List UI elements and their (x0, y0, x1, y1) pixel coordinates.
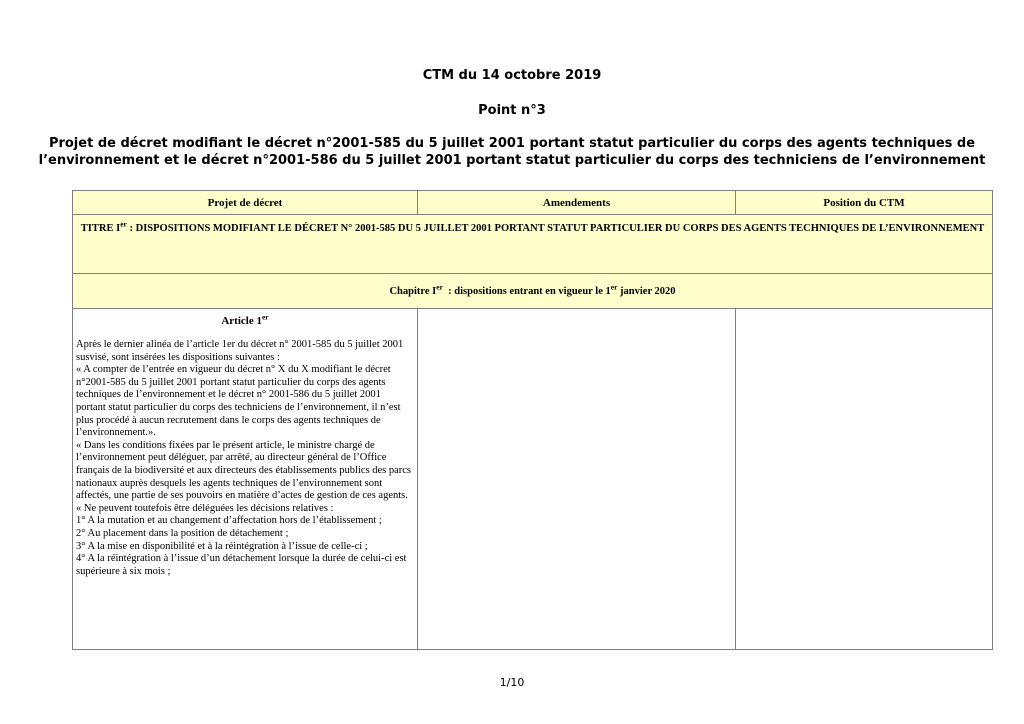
article-paragraph: « Dans les conditions fixées par le présent article, le ministre chargé de l’environnement peut déléguer, par arrêté, au directeur général de l’Office français de la biodiversité et aux directeurs des établissements publics des parcs nationaux auprès desquels les agents techniques de l’environnement sont affectés, une partie de ses pouvoirs en matière d’actes de gestion de ces agents. (76, 439, 412, 502)
article-paragraph: Après le dernier alinéa de l’article 1er du décret n° 2001-585 du 5 juillet 2001 susvisé, sont insérées les dispositions suivantes : (76, 339, 404, 363)
document-title: Projet de décret modifiant le décret n°2001-585 du 5 juillet 2001 portant statut particulier du corps des agents techniques de l’environnement et le décret n°2001-586 du 5 juillet 2001 portant statut particulier du corps des techniciens de l’environnement (38, 136, 986, 168)
table-header-row (73, 191, 993, 215)
title-row (73, 215, 993, 274)
meeting-title: CTM du 14 octobre 2019 (422, 68, 602, 83)
page-number: 1/10 (499, 676, 525, 689)
article-paragraph: 1° A la mutation et au changement d’affectation hors de l’établissement ; (76, 515, 382, 527)
amendments-cell (418, 309, 736, 650)
table-row (73, 309, 993, 650)
chapter-row (73, 274, 993, 309)
article-paragraph: « Ne peuvent toutefois être déléguées les décisions relatives : (76, 502, 334, 514)
point-number: Point n°3 (478, 103, 546, 118)
draft-cell (73, 309, 418, 650)
column-header-position: Position du CTM (736, 191, 993, 215)
article-paragraph: « A compter de l’entrée en vigueur du décret n° X du X modifiant le décret n°2001-585 du 5 juillet 2001 portant statut particulier du corps des agents techniques de l’environnement et le décret n° 2001-586 du 5 juillet 2001 portant statut particulier du corps des techniciens de l’environnement, il n’est plus procédé à aucun recrutement dans le corps des agents techniques de l’environnement.». (76, 364, 401, 439)
title-heading: TITRE Ier : DISPOSITIONS MODIFIANT LE DÉCRET N° 2001-585 DU 5 JUILLET 2001 PORTANT STATUT PARTICULIER DU CORPS DES AGENTS TECHNIQUES DE L’ENVIRONNEMENT (73, 215, 993, 274)
article-paragraph: 4° A la réintégration à l’issue d’un détachement lorsque la durée de celui-ci est supérieure à six mois ; (76, 553, 407, 577)
column-header-draft: Projet de décret (73, 191, 418, 215)
column-header-amendments: Amendements (418, 191, 736, 215)
chapter-heading: Chapitre Ier : dispositions entrant en vigueur le 1er janvier 2020 (73, 274, 993, 309)
article-text (73, 339, 417, 578)
article-paragraph: 2° Au placement dans la position de détachement ; (76, 527, 289, 539)
position-cell (736, 309, 993, 650)
article-paragraph: 3° A la mise en disponibilité et à la réintégration à l’issue de celle-ci ; (76, 540, 368, 552)
amendments-table (72, 190, 993, 650)
article-title: Article 1er (221, 312, 269, 327)
